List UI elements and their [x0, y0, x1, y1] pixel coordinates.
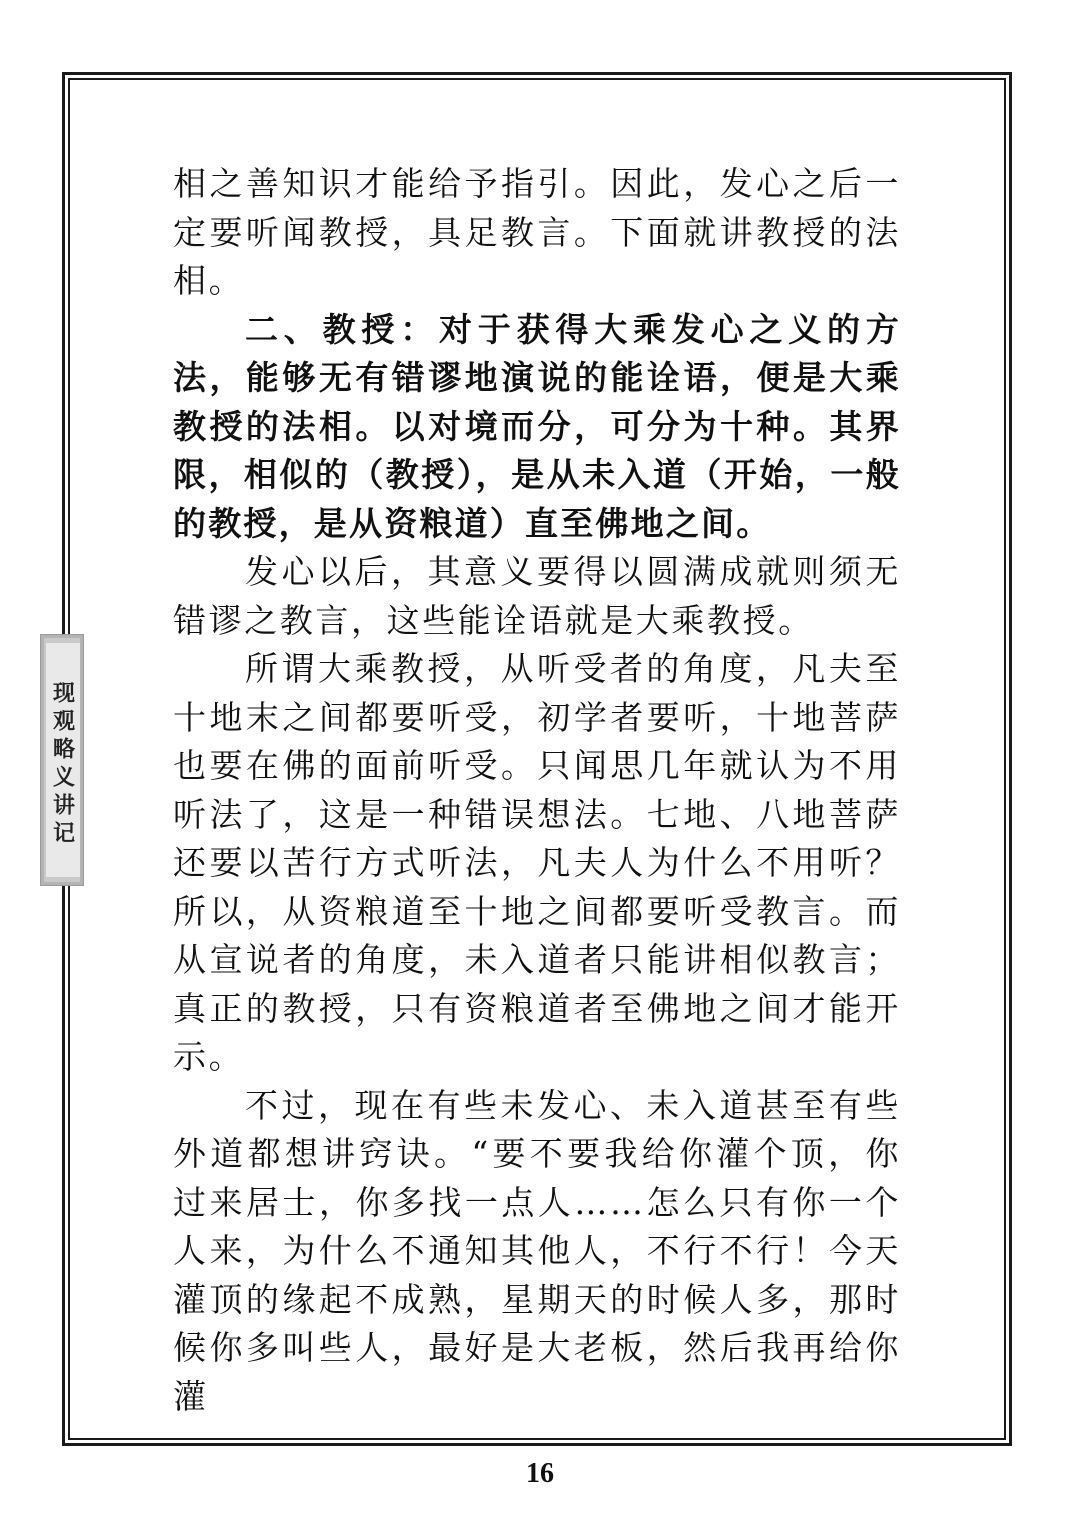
side-tab: [40, 634, 84, 886]
paragraph-continued: 相之善知识才能给予指引。因此，发心之后一定要听闻教授，具足教言。下面就讲教授的法相。: [173, 164, 901, 300]
page-body: [173, 160, 901, 1421]
paragraph: 发心以后，其意义要得以圆满成就则须无错谬之教言，这些能诠语就是大乘教授。: [173, 552, 901, 640]
side-tab-title: 现观略义讲记: [49, 681, 76, 849]
paragraph: 不过，现在有些未发心、未入道甚至有些外道都想讲窍诀。“要不要我给你灌个顶，你过来居士，你多找一点人……怎么只有你一个人来，为什么不通知其他人，不行不行！今天灌顶的缘起不成熟，星期天的时候人多，那时候你多叫些人，最好是大老板，然后我再给你灌: [173, 1085, 901, 1416]
page-number: 16: [526, 1458, 554, 1489]
paragraph-heading-bold: 二、教授：对于获得大乘发心之义的方法，能够无有错谬地演说的能诠语，便是大乘教授的法相。以对境而分，可分为十种。其界限，相似的（教授），是从未入道（开始，一般的教授，是从资粮道）直至佛地之间。: [173, 309, 901, 543]
side-tab-panel: [46, 643, 80, 877]
paragraph: 所谓大乘教授，从听受者的角度，凡夫至十地末之间都要听受，初学者要听，十地菩萨也要在佛的面前听受。只闻思几年就认为不用听法了，这是一种错误想法。七地、八地菩萨还要以苦行方式听法，凡夫人为什么不用听？所以，从资粮道至十地之间都要听受教言。而从宣说者的角度，未入道者只能讲相似教言；真正的教授，只有资粮道者至佛地之间才能开示。: [173, 649, 901, 1076]
